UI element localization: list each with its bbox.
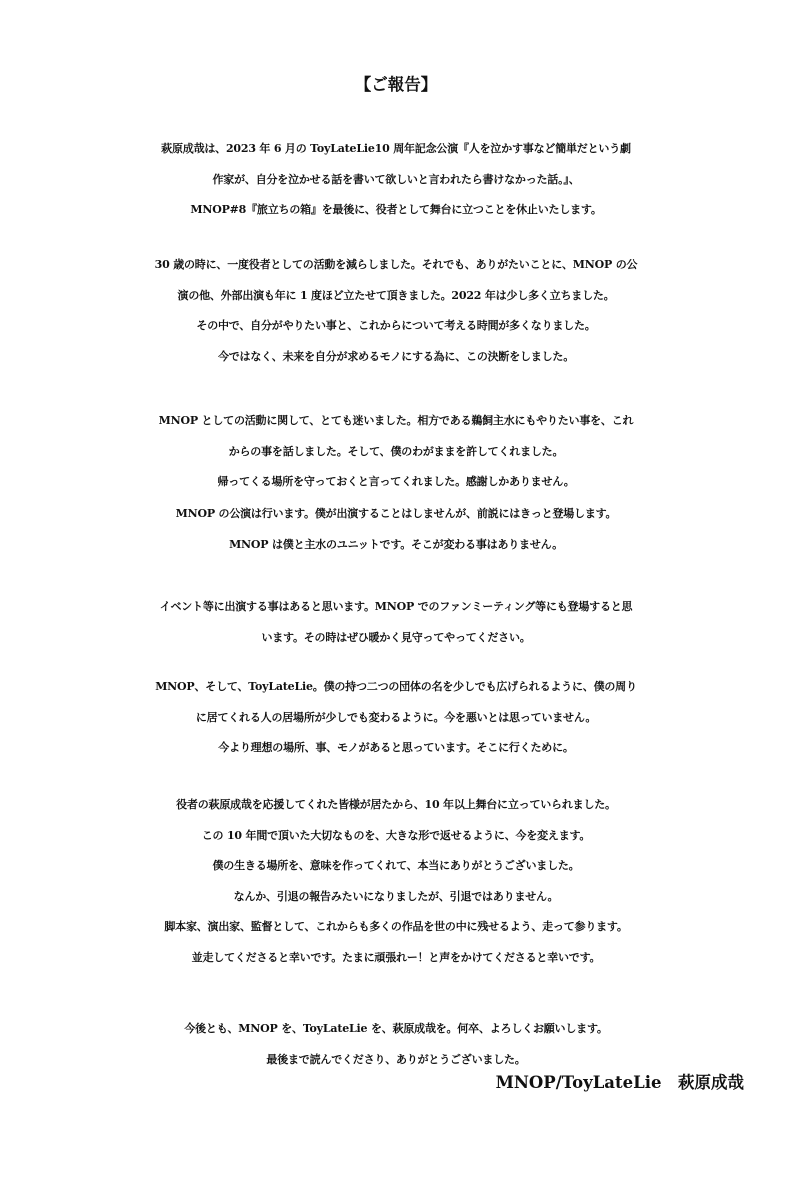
paragraph-line: 脚本家、演出家、監督として、これからも多くの作品を世の中に残せるよう、走って参ります。 xyxy=(164,920,628,933)
paragraph-events xyxy=(0,592,792,653)
paragraph-line: その中で、自分がやりたい事と、これからについて考える時間が多くなりました。 xyxy=(196,319,596,332)
paragraph-line: 今ではなく、未来を自分が求めるモノにする為に、この決断をしました。 xyxy=(217,349,575,363)
paragraph-line: 役者の萩原成哉を応援してくれた皆様が居たから、10 年以上舞台に立っていられました。 xyxy=(176,798,616,811)
paragraph-line: 僕の生きる場所を、意味を作ってくれて、本当にありがとうございました。 xyxy=(212,859,580,872)
paragraph-line: 30 歳の時に、一度役者としての活動を減らしました。それでも、ありがたいことに、MNOP の公 xyxy=(154,258,638,271)
paragraph-line: MNOP#8『旅立ちの箱』を最後に、役者として舞台に立つことを休止いたします。 xyxy=(190,203,602,216)
paragraph-line: からの事を話しました。そして、僕のわがままを許してくれました。 xyxy=(228,444,564,458)
paragraph-mnop-activity xyxy=(0,406,792,498)
paragraph-line: イベント等に出演する事はあると思います。MNOP でのファンミーティング等にも登場すると思 xyxy=(159,600,633,613)
paragraph-mnop-performances xyxy=(0,499,792,560)
paragraph-line: 最後まで読んでくださり、ありがとうございました。 xyxy=(266,1052,526,1066)
paragraph-line: MNOP は僕と主水のユニットです。そこが変わる事はありません。 xyxy=(229,537,563,551)
paragraph-line: 作家が、自分を泣かせる話を書いて欲しいと言われたら書けなかった話。』、 xyxy=(212,172,580,186)
paragraph-line: この 10 年間で頂いた大切なものを、大きな形で返せるように、今を変えます。 xyxy=(201,828,591,842)
paragraph-retirement-notice xyxy=(0,134,792,226)
signature: MNOP/ToyLateLie 萩原成哉 xyxy=(495,1073,744,1092)
document-title: 【ご報告】 xyxy=(354,75,438,94)
paragraph-line: 並走してくださると幸いです。たまに頑張れー！と声をかけてくださると幸いです。 xyxy=(191,950,601,964)
paragraph-line: 萩原成哉は、2023 年 6 月の ToyLateLie10 周年記念公演『人を泣かす事など簡単だという劇 xyxy=(161,142,631,155)
paragraph-line: 演の他、外部出演も年に 1 度ほど立たせて頂きました。2022 年は少し多く立ちました。 xyxy=(177,288,615,302)
paragraph-line: MNOP、そして、ToyLateLie。僕の持つ二つの団体の名を少しでも広げられるように、僕の周り xyxy=(155,680,637,693)
paragraph-line: MNOP の公演は行います。僕が出演することはしませんが、前説にはきっと登場します。 xyxy=(175,507,617,520)
paragraph-line: 今より理想の場所、事、モノがあると思っています。そこに行くために。 xyxy=(218,741,574,754)
paragraph-line: 帰ってくる場所を守っておくと言ってくれました。感謝しかありません。 xyxy=(217,475,575,488)
paragraph-thanks xyxy=(0,790,792,973)
paragraph-groups xyxy=(0,672,792,764)
paragraph-line: MNOP としての活動に関して、とても迷いました。相方である鵜飼主水にもやりたい事を、これ xyxy=(158,414,634,427)
paragraph-line: います。その時はぜひ暖かく見守ってやってください。 xyxy=(261,630,531,644)
paragraph-line: 今後とも、MNOP を、ToyLateLie を、萩原成哉を。何卒、よろしくお願いします。 xyxy=(184,1022,608,1035)
paragraph-background xyxy=(0,250,792,372)
paragraph-line: なんか、引退の報告みたいになりましたが、引退ではありません。 xyxy=(233,889,559,903)
paragraph-closing xyxy=(0,1014,792,1075)
paragraph-line: に居てくれる人の居場所が少しでも変わるように。今を悪いとは思っていません。 xyxy=(195,710,597,724)
